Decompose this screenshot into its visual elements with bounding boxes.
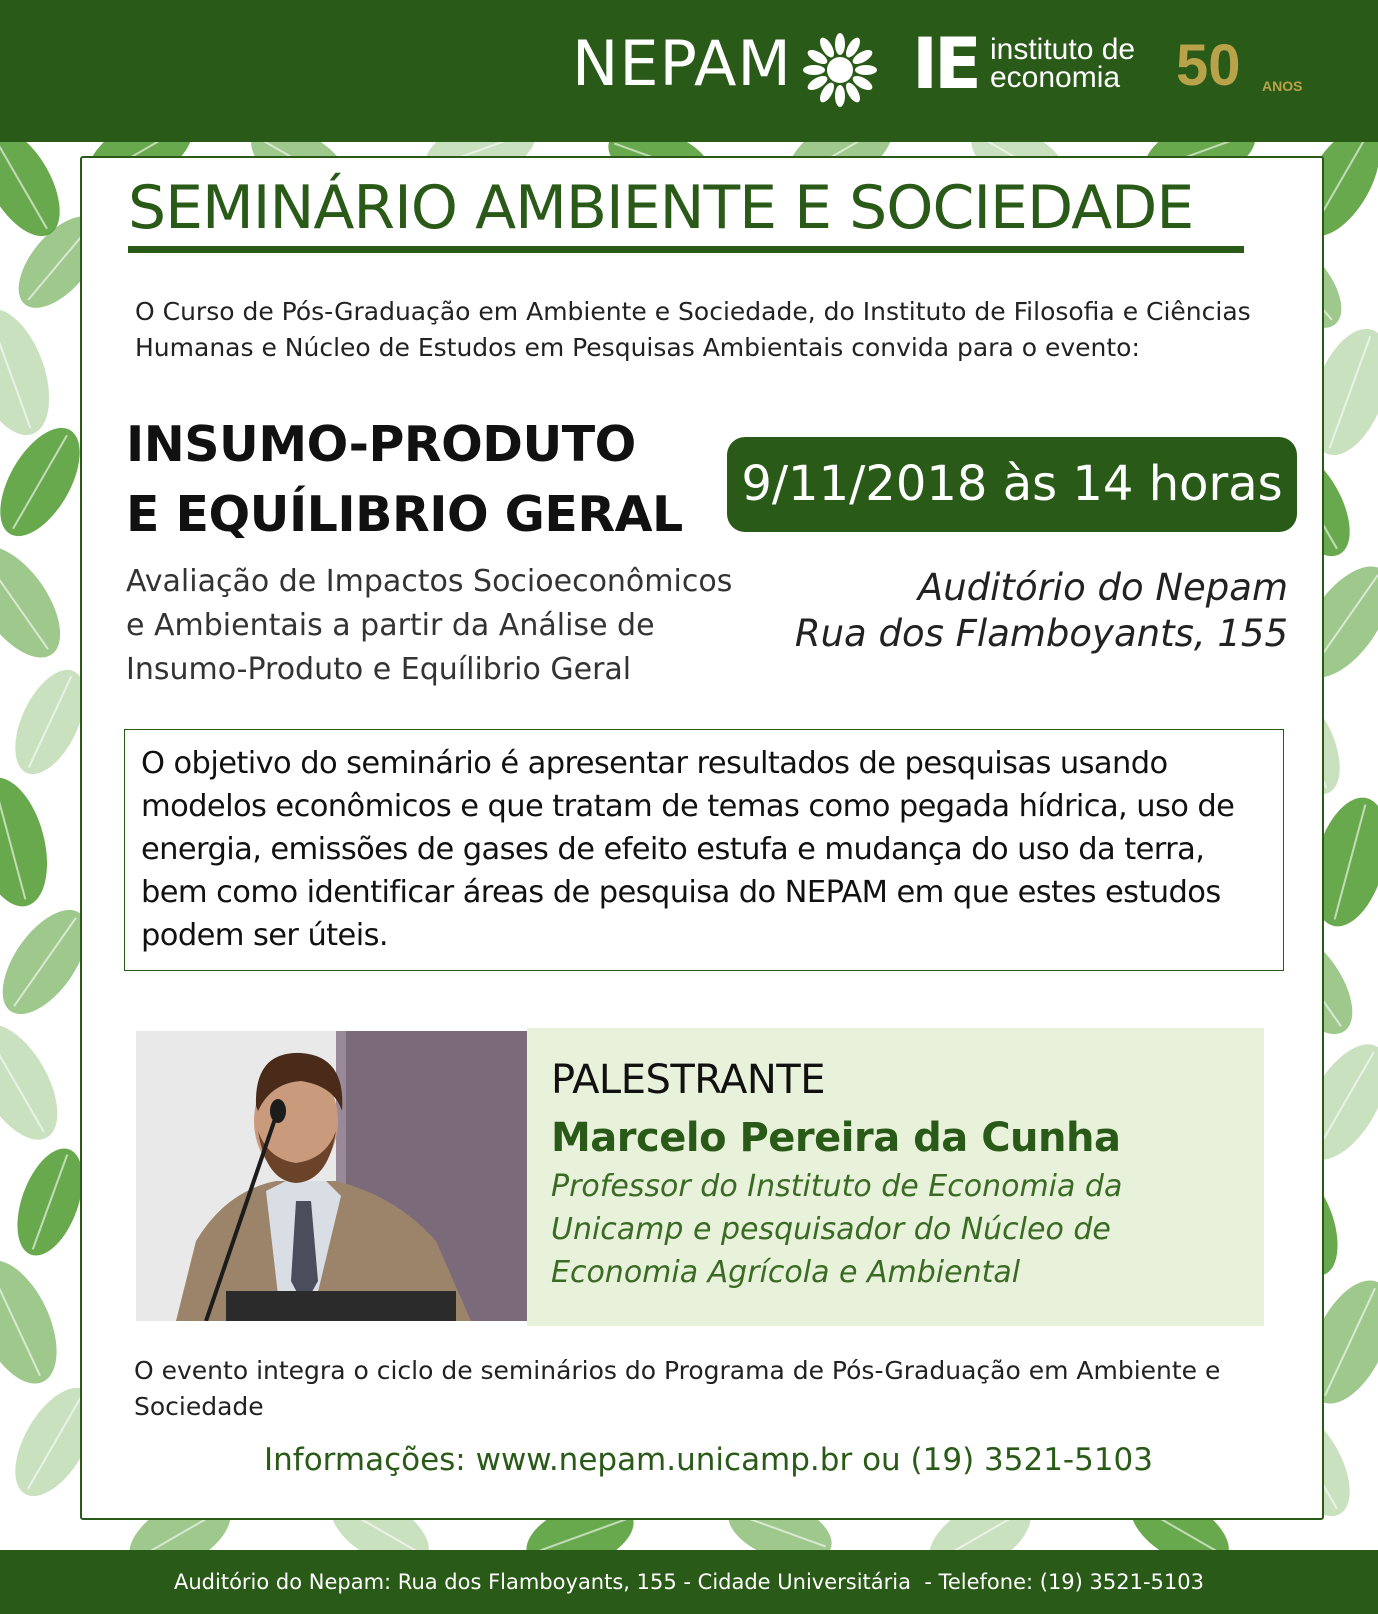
leaf-shape	[0, 1011, 75, 1154]
cycle-note: O evento integra o ciclo de seminários do Programa de Pós-Graduação em Ambiente e Sociedade	[134, 1356, 1221, 1421]
objective-box: O objetivo do seminário é apresentar resultados de pesquisas usando modelos econômicos e que tratam de temas como pegada hídrica, uso de energia, emissões de gases de efeito estufa e mudança do uso da terra, bem como identificar áreas de pesquisa do NEPAM em que estes estudos podem ser úteis.	[124, 729, 1284, 971]
instituto-economia-logo-text	[990, 33, 1136, 94]
anniversary-number: 50	[1176, 33, 1241, 98]
venue-name: Auditório do Nepam	[917, 566, 1288, 609]
talk-subtitle: Avaliação de Impactos Socioeconômicos e Ambientais a partir da Análise de Insumo-Produto e Equílibrio Geral	[126, 564, 733, 687]
speaker-description: Professor do Instituto de Economia da Unicamp e pesquisador do Núcleo de Economia Agrícola e Ambiental	[551, 1169, 1123, 1290]
talk-title-line1: INSUMO-PRODUTO	[126, 416, 636, 473]
nepam-sun-logo-icon	[800, 30, 880, 110]
speaker-name: Marcelo Pereira da Cunha	[551, 1115, 1121, 1161]
invitation-text: O Curso de Pós-Graduação em Ambiente e Sociedade, do Instituto de Filosofia e Ciências Humanas e Núcleo de Estudos em Pesquisas Ambientais convida para o evento:	[135, 297, 1251, 362]
speaker-photo	[136, 1031, 527, 1321]
talk-title-line2: E EQUÍLIBRIO GERAL	[126, 486, 683, 543]
leaf-shape	[0, 1248, 74, 1396]
leaf-shape	[0, 531, 78, 673]
instituto-name-line2: economia	[990, 61, 1121, 94]
event-venue	[740, 565, 1288, 657]
footer-text: Auditório do Nepam: Rua dos Flamboyants, 155 - Cidade Universitária - Telefone: (19) 3521-5103	[174, 1570, 1204, 1594]
nepam-logo-text: NEPAM	[572, 27, 792, 100]
instituto-economia-logo-mark: IE	[912, 23, 978, 105]
event-datetime-badge: 9/11/2018 às 14 horas	[727, 437, 1297, 532]
speaker-role-label: PALESTRANTE	[551, 1057, 825, 1103]
anniversary-word: ANOS	[1262, 78, 1303, 94]
venue-address: Rua dos Flamboyants, 155	[794, 612, 1288, 655]
contact-info: Informações: www.nepam.unicamp.br ou (19) 3521-5103	[264, 1442, 1153, 1478]
instituto-name-line1: instituto de	[990, 33, 1136, 66]
talk-title	[126, 410, 706, 550]
title-divider	[128, 246, 1244, 253]
page-title: SEMINÁRIO AMBIENTE E SOCIEDADE	[128, 173, 1194, 243]
